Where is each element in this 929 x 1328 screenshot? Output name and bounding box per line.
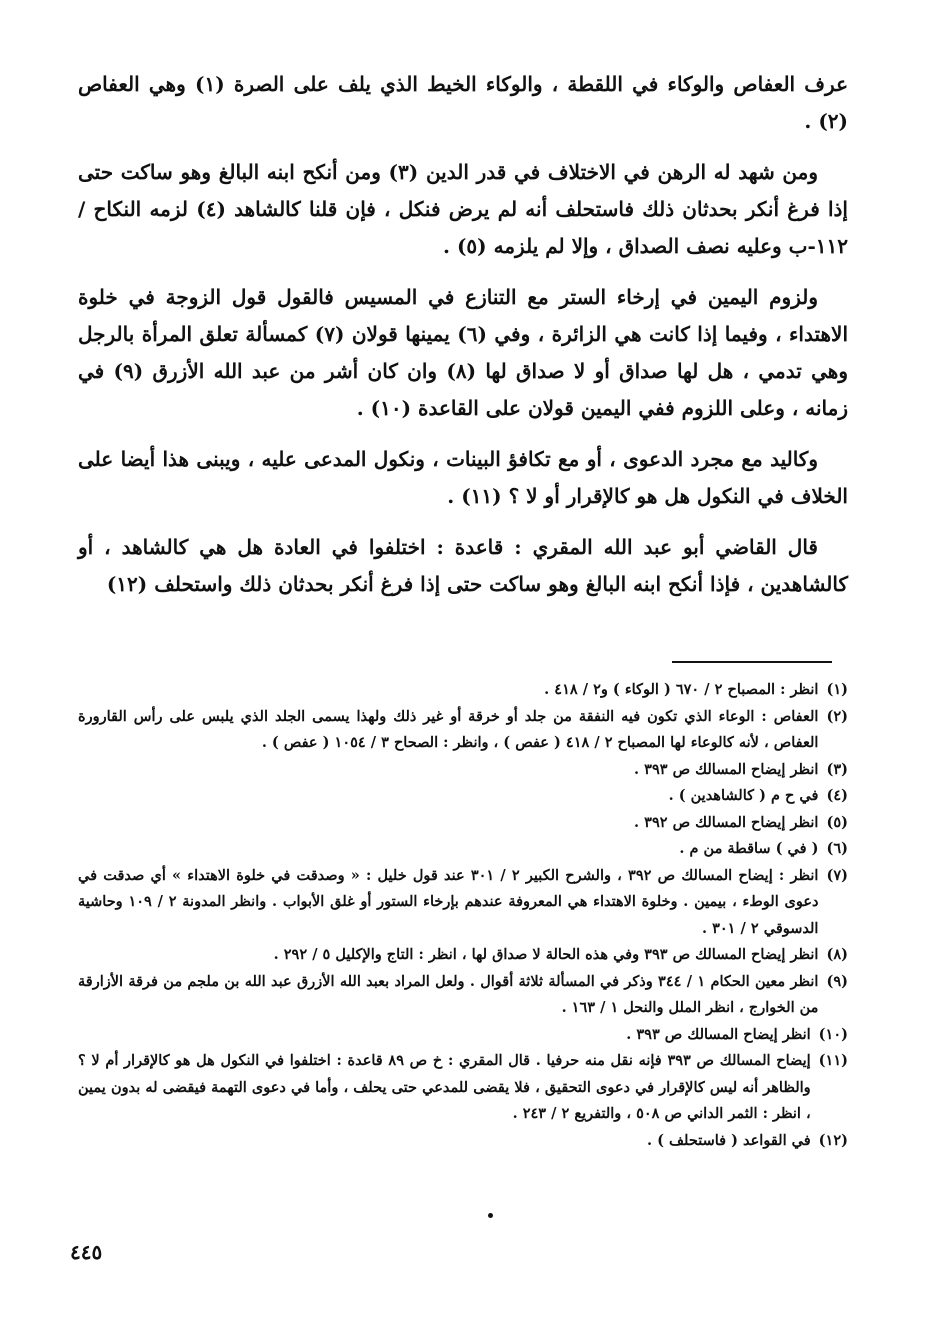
footnote: [78, 969, 848, 1022]
footnote-number: (٨): [826, 946, 848, 963]
paragraph-4: وكاليد مع مجرد الدعوى ، أو مع تكافؤ البينات ، ونكول المدعى عليه ، ويبنى هذا أيضا على الخلاف في النكول هل هو كالإقرار أو لا ؟ (١١) .: [78, 447, 848, 508]
paragraph-1: عرف العفاص والوكاء في اللقطة ، والوكاء الخيط الذي يلف على الصرة (١) وهي العفاص (٢) .: [78, 72, 849, 133]
paragraph-2: ومن شهد له الرهن في الاختلاف في قدر الدين (٣) ومن أنكح ابنه البالغ وهو ساكت حتى إذا فرغ أنكر بحدثان ذلك فاستحلف أنه لم يرض فنكل ، فإن قلنا كالشاهد (٤) لزمه النكاح /١١٢-ب وعليه نصف الصداق ، وإلا لم يلزمه (٥) .: [78, 160, 848, 258]
footnote: [78, 1048, 848, 1128]
footnote-number: (٥): [826, 813, 848, 831]
footnote: [78, 783, 848, 810]
footnote-number: (١٠): [818, 1025, 848, 1043]
footnote: [78, 704, 848, 757]
footnote-text: انظر إيضاح المسالك ص ٣٩٣ .: [634, 760, 819, 778]
footnotes: [78, 677, 848, 1154]
footnote-text: العفاص : الوعاء الذي تكون فيه النفقة من جلد أو خرقة أو غير ذلك ولهذا يسمى الجلد الذي يلبس على رأس القارورة العفاص ، لأنه كالوعاء لها المصباح ٢ / ٤١٨ ( عفص ) ، وانظر : الصحاح ٣ / ١٠٥٤ ( عفص ) .: [78, 707, 819, 751]
footnote-text: انظر إيضاح المسالك ص ٣٩٢ .: [634, 813, 819, 831]
footnote-text: انظر إيضاح المسالك ص ٣٩٣ وفي هذه الحالة لا صداق لها ، انظر : التاج والإكليل ٥ / ٢٩٢ .: [273, 946, 819, 963]
footnote-number: (١٢): [818, 1131, 848, 1149]
footnote-text: انظر معين الحكام ١ / ٣٤٤ وذكر في المسألة ثلاثة أقوال . ولعل المراد بعبد الله الأزرق عبد الله بن ملجم من فرقة الأزارقة من الخوارج ، انظر الملل والنحل ١ / ١٦٣ .: [78, 972, 819, 1016]
footnote: [78, 757, 848, 784]
footnote: [78, 810, 848, 837]
stray-dot: [488, 1213, 493, 1218]
footnote-text: انظر : المصباح ٢ / ٦٧٠ ( الوكاء ) و٢ / ٤١٨ .: [544, 681, 819, 698]
footnote-text: في ح م ( كالشاهدين ) .: [668, 787, 819, 804]
footnote-text: ( في ) ساقطة من م .: [679, 840, 819, 857]
footnote: [78, 836, 848, 863]
footnote-number: (٦): [826, 840, 848, 857]
page-number: ٤٤٥: [70, 1240, 103, 1264]
footnote-number: (٢): [826, 707, 848, 725]
main-text: [78, 66, 848, 617]
footnote: [78, 677, 848, 704]
paragraph-5: قال القاضي أبو عبد الله المقري : قاعدة : اختلفوا في العادة هل هي كالشاهد ، أو كالشاهدين ، فإذا أنكح ابنه البالغ وهو ساكت حتى إذا فرغ أنكر بحدثان ذلك واستحلف (١٢): [78, 535, 848, 596]
footnote-text: انظر : إيضاح المسالك ص ٣٩٢ ، والشرح الكبير ٢ / ٣٠١ عند قول خليل : « وصدقت في خلوة الاهتداء » أي صدقت في دعوى الوطء ، بيمين . وخلوة الاهتداء هي المعروفة عندهم بإرخاء الستور أو غلق الأبواب . وانظر المدونة ٢ / ١٠٩ وحاشية الدسوقي ٢ / ٣٠١ .: [78, 866, 819, 937]
footnote-text: إيضاح المسالك ص ٣٩٣ فإنه نقل منه حرفيا . قال المقري : خ ص ٨٩ قاعدة : اختلفوا في النكول هل هو كالإقرار أم لا ؟ والظاهر أنه ليس كالإقرار في دعوى التحقيق ، فلا يقضى للمدعي حتى يحلف ، وأما في دعوى التهمة فيقضى له بدون يمين ، انظر : الثمر الداني ص ٥٠٨ ، والتفريع ٢ / ٢٤٣ .: [78, 1052, 811, 1122]
footnote-number: (٧): [826, 866, 848, 884]
footnote-number: (٤): [826, 787, 848, 804]
paragraph-3: ولزوم اليمين في إرخاء الستر مع التنازع في المسيس فالقول قول الزوجة في خلوة الاهتداء ، وفيما إذا كانت هي الزائرة ، وفي (٦) يمينها قولان (٧) كمسألة تعلق المرأة بالرجل وهي تدمي ، هل لها صداق أو لا صداق لها (٨) وان كان أشر من عبد الله الأزرق (٩) في زمانه ، وعلى اللزوم ففي اليمين قولان على القاعدة (١٠) .: [78, 285, 849, 420]
footnote-number: (١): [826, 681, 848, 698]
footnote-number: (٣): [826, 760, 848, 778]
footnote: [78, 942, 848, 969]
footnote-text: في القواعد ( فاستحلف ) .: [647, 1131, 811, 1149]
footnote: [78, 863, 848, 943]
footnote-number: (٩): [826, 972, 848, 990]
footnote: [78, 1128, 848, 1155]
footnote-separator: [672, 661, 832, 663]
footnote-text: انظر إيضاح المسالك ص ٣٩٣ .: [626, 1025, 811, 1043]
footnote-number: (١١): [818, 1052, 848, 1069]
footnote: [78, 1022, 848, 1049]
